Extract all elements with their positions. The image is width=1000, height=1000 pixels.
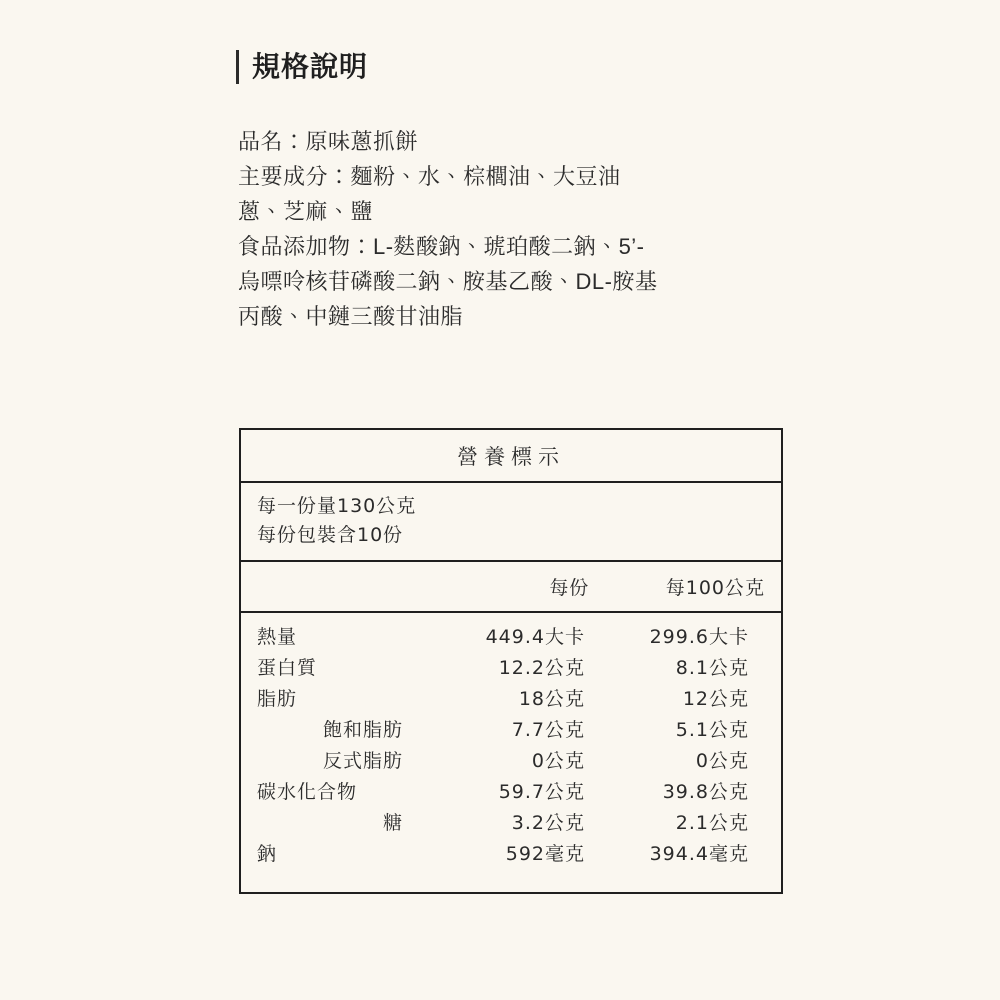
spec-line: 主要成分：麵粉、水、棕櫚油、大豆油 — [238, 164, 621, 189]
nutrient-per-serving: 7.7公克 — [511, 719, 585, 741]
nutrient-name: 碳水化合物 — [257, 781, 358, 803]
column-header-per-serving: 每份 — [549, 577, 590, 599]
nutrient-name: 熱量 — [257, 626, 298, 648]
nutrient-per-serving: 12.2公克 — [498, 657, 585, 679]
spec-description — [238, 124, 778, 334]
nutrient-per-100g: 12公克 — [682, 688, 749, 710]
nutrient-name: 蛋白質 — [257, 657, 318, 679]
nutrient-name: 脂肪 — [257, 688, 298, 710]
column-header-per-100g: 每100公克 — [665, 577, 765, 599]
column-header-nutrient — [241, 573, 414, 600]
table-row — [241, 715, 781, 746]
heading-accent-bar — [236, 50, 239, 84]
page-title: 規格說明 — [252, 51, 369, 82]
nutrient-name: 糖 — [382, 812, 403, 834]
nutrient-per-serving: 592毫克 — [505, 843, 585, 865]
nutrition-facts-table — [239, 428, 783, 894]
nutrient-per-100g: 39.8公克 — [662, 781, 749, 803]
nutrient-per-serving: 0公克 — [531, 750, 585, 772]
nutrient-per-serving: 449.4大卡 — [485, 626, 585, 648]
nutrient-per-100g: 394.4毫克 — [649, 843, 749, 865]
table-row — [241, 653, 781, 684]
nutrient-name: 鈉 — [257, 843, 278, 865]
spec-line: 蔥、芝麻、鹽 — [238, 199, 374, 224]
nutrient-per-100g: 2.1公克 — [675, 812, 749, 834]
serving-size-line: 每一份量130公克 — [257, 495, 417, 517]
spec-line: 烏嘌呤核苷磷酸二鈉、胺基乙酸、DL-胺基 — [238, 269, 658, 294]
table-row — [241, 777, 781, 808]
table-row — [241, 622, 781, 653]
serving-info — [241, 483, 781, 562]
nutrient-name: 飽和脂肪 — [322, 719, 403, 741]
nutrient-per-100g: 0公克 — [695, 750, 749, 772]
table-row — [241, 808, 781, 839]
nutrient-per-100g: 299.6大卡 — [649, 626, 749, 648]
nutrient-per-100g: 5.1公克 — [675, 719, 749, 741]
nutrient-per-serving: 3.2公克 — [511, 812, 585, 834]
nutrition-rows — [241, 613, 781, 892]
nutrient-per-100g: 8.1公克 — [675, 657, 749, 679]
spec-line: 食品添加物：L-麩酸鈉、琥珀酸二鈉、5’- — [238, 234, 645, 259]
nutrition-column-headers — [241, 562, 781, 613]
spec-line: 品名：原味蔥抓餅 — [238, 129, 419, 154]
section-heading — [236, 50, 368, 84]
spec-line: 丙酸、中鏈三酸甘油脂 — [238, 304, 464, 329]
nutrient-name: 反式脂肪 — [322, 750, 403, 772]
nutrient-per-serving: 18公克 — [518, 688, 585, 710]
servings-per-container-line: 每份包裝含10份 — [257, 524, 404, 546]
table-row — [241, 684, 781, 715]
nutrition-table-title: 營養標示 — [241, 430, 781, 483]
table-row — [241, 746, 781, 777]
table-row — [241, 839, 781, 870]
nutrient-per-serving: 59.7公克 — [498, 781, 585, 803]
